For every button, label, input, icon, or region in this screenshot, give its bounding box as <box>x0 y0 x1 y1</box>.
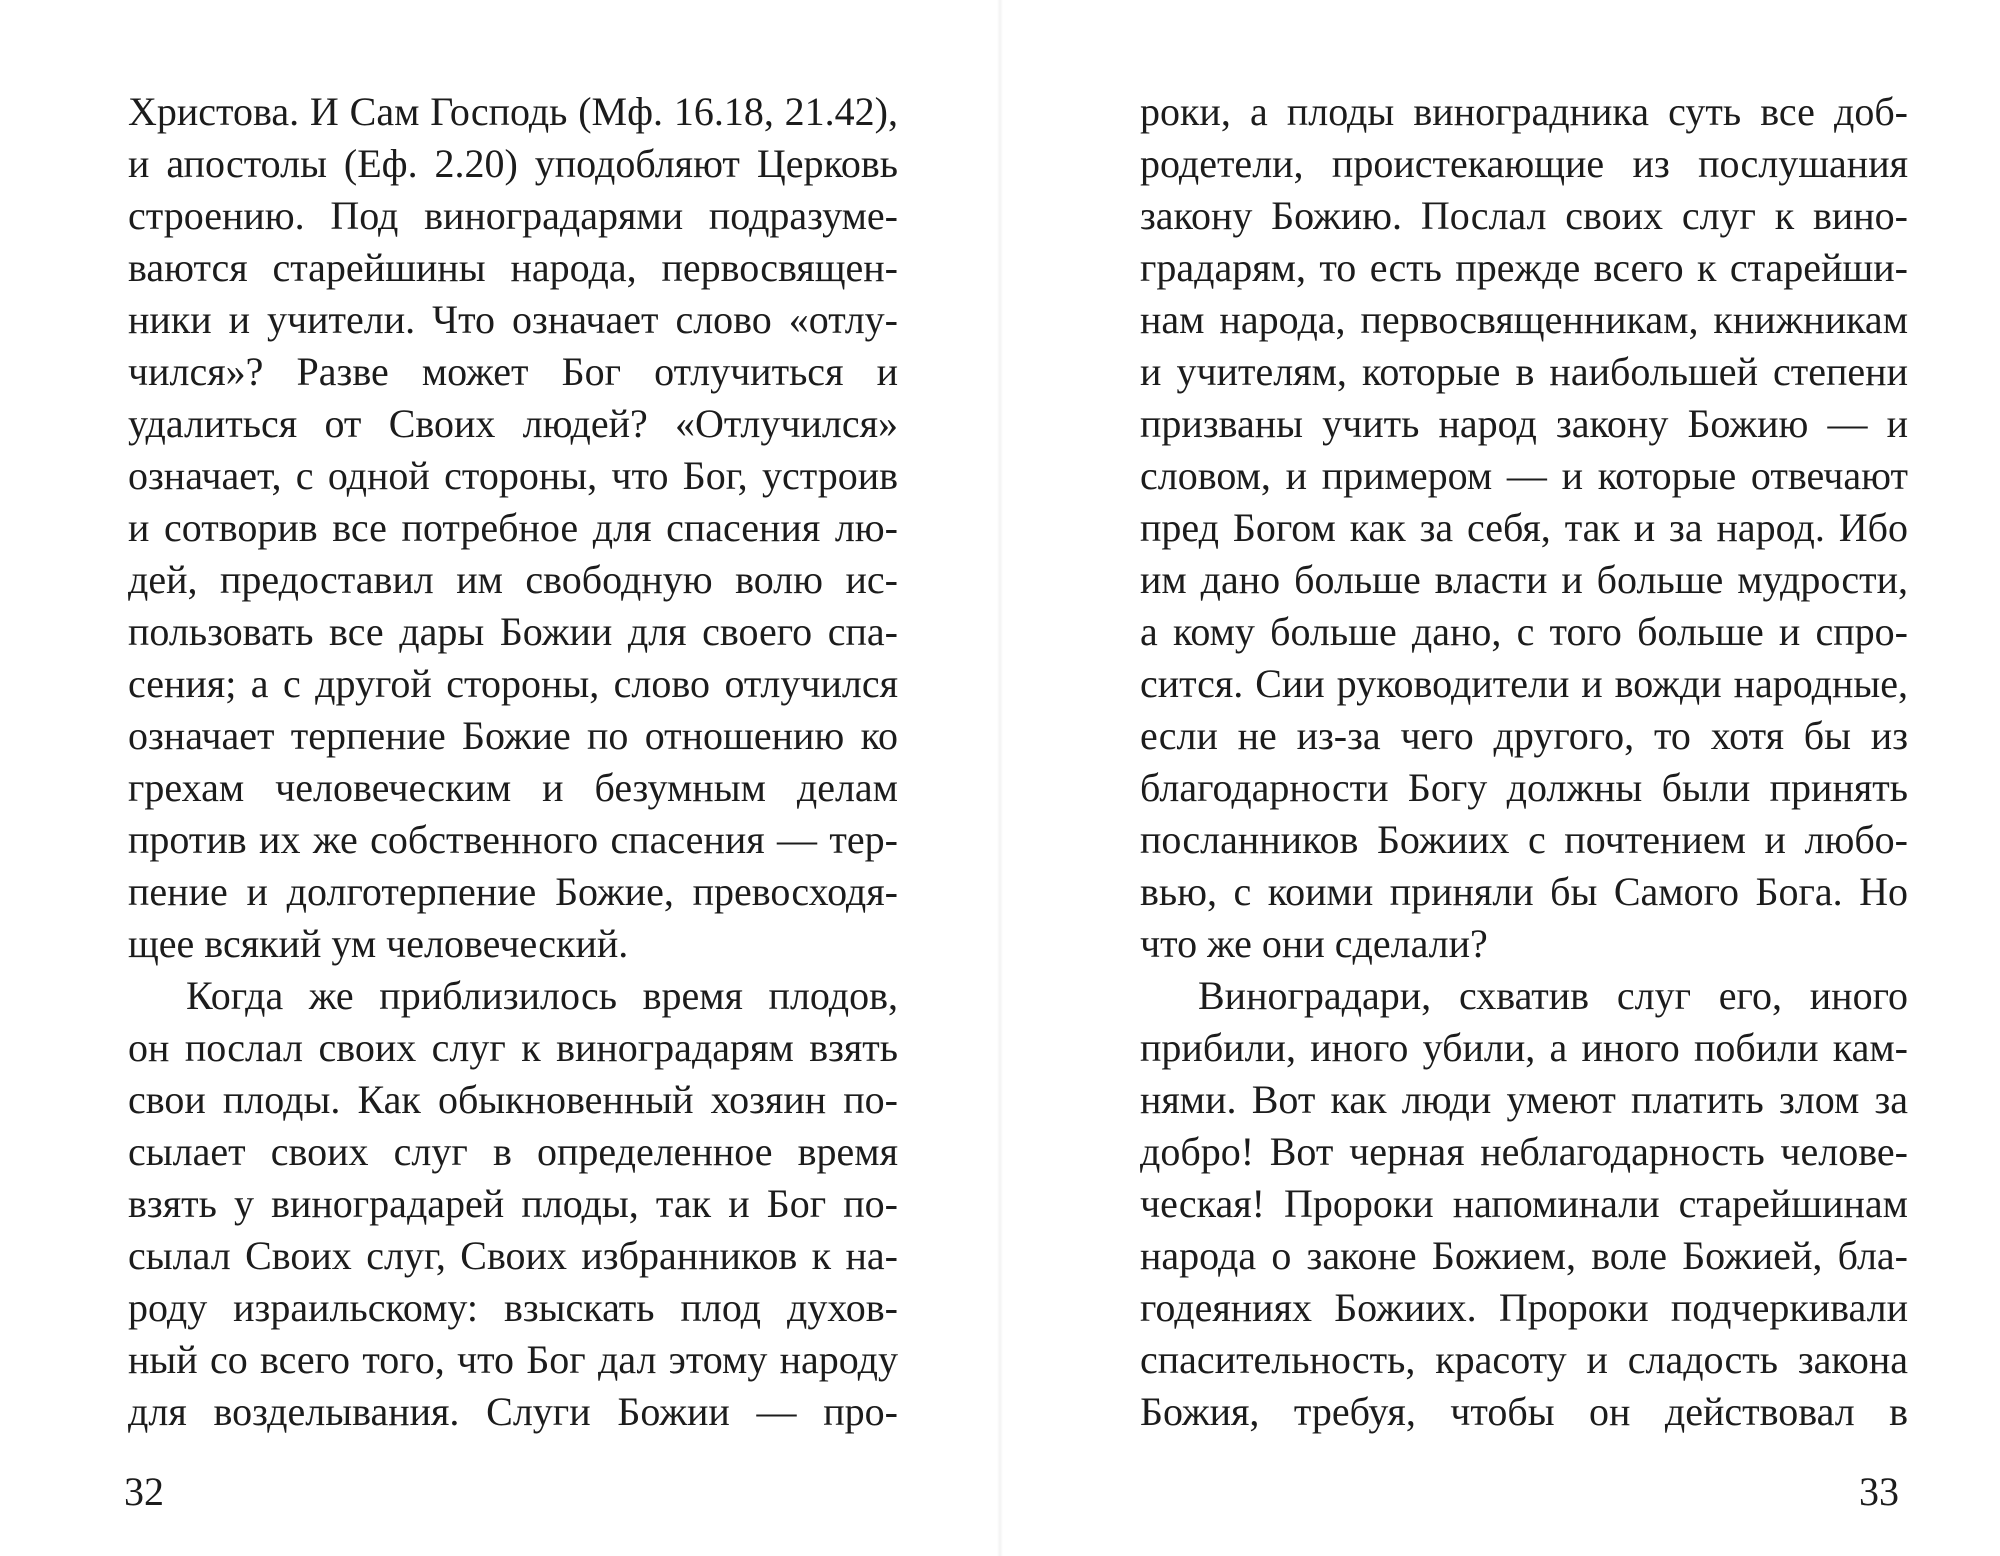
text-line: пение и долготерпение Божие, превосходя- <box>128 869 898 914</box>
text-line: и сотворив все потребное для спасения лю- <box>128 505 898 550</box>
text-line: чился»? Разве может Бог отлучиться и <box>128 349 898 394</box>
text-line: щее всякий ум человеческий. <box>128 921 629 966</box>
text-line: сылал Своих слуг, Своих избранников к на- <box>128 1233 898 1278</box>
text-line: благодарности Богу должны были принять <box>1140 765 1908 810</box>
text-line: Божия, требуя, чтобы он действовал в <box>1140 1389 1908 1434</box>
text-line: что же они сделали? <box>1140 921 1488 966</box>
text-line: нями. Вот как люди умеют платить злом за <box>1140 1077 1908 1122</box>
text-line: пред Богом как за себя, так и за народ. Ибо <box>1140 505 1908 550</box>
text-line: он послал своих слуг к виноградарям взять <box>128 1025 898 1070</box>
text-line: роки, а плоды виноградника суть все доб- <box>1140 89 1908 134</box>
paragraph-first-line: Когда же приблизилось время плодов, <box>186 973 898 1018</box>
text-line: спасительность, красоту и сладость закона <box>1140 1337 1908 1382</box>
text-line: посланников Божиих с почтением и любо- <box>1140 817 1908 862</box>
text-line: им дано больше власти и больше мудрости, <box>1140 557 1908 602</box>
text-line: означает, с одной стороны, что Бог, устроив <box>128 453 898 498</box>
paragraph-first-line: Виноградари, схватив слуг его, иного <box>1198 973 1908 1018</box>
text-line: пользовать все дары Божии для своего спа- <box>128 609 898 654</box>
text-line: нам народа, первосвященникам, книжникам <box>1140 297 1908 342</box>
text-line: ческая! Пророки напоминали старейшинам <box>1140 1181 1908 1226</box>
right-page <box>1000 0 2000 1556</box>
text-line: народа о законе Божием, воле Божией, бла- <box>1140 1233 1908 1278</box>
text-line: против их же собственного спасения — тер- <box>128 817 898 862</box>
text-line: прибили, иного убили, а иного побили кам- <box>1140 1025 1908 1070</box>
text-line: грехам человеческим и безумным делам <box>128 765 898 810</box>
text-line: добро! Вот черная неблагодарность челове- <box>1140 1129 1908 1174</box>
text-line: и апостолы (Еф. 2.20) уподобляют Церковь <box>128 141 898 186</box>
text-line: а кому больше дано, с того больше и спро- <box>1140 609 1908 654</box>
page-number-right: 33 <box>1859 1469 1899 1514</box>
text-line: вью, с коими приняли бы Самого Бога. Но <box>1140 869 1908 914</box>
page-number-left: 32 <box>124 1469 164 1514</box>
text-line: градарям, то есть прежде всего к старейши- <box>1140 245 1908 290</box>
text-line: сения; а с другой стороны, слово отлучился <box>128 661 898 706</box>
text-line: ный со всего того, что Бог дал этому народу <box>128 1337 898 1382</box>
text-line: родетели, проистекающие из послушания <box>1140 141 1908 186</box>
text-line: роду израильскому: взыскать плод духов- <box>128 1285 898 1330</box>
text-line: означает терпение Божие по отношению ко <box>128 713 898 758</box>
text-line: если не из-за чего другого, то хотя бы из <box>1140 713 1908 758</box>
text-line: дей, предоставил им свободную волю ис- <box>128 557 898 602</box>
text-line: словом, и примером — и которые отвечают <box>1140 453 1908 498</box>
text-line: и учителям, которые в наибольшей степени <box>1140 349 1908 394</box>
text-line: Христова. И Сам Господь (Мф. 16.18, 21.42), <box>128 89 898 134</box>
text-line: сылает своих слуг в определенное время <box>128 1129 898 1174</box>
text-line: удалиться от Своих людей? «Отлучился» <box>128 401 898 446</box>
text-line: взять у виноградарей плоды, так и Бог по- <box>128 1181 898 1226</box>
text-line: годеяниях Божиих. Пророки подчеркивали <box>1140 1285 1908 1330</box>
text-line: ваются старейшины народа, первосвящен- <box>128 245 898 290</box>
text-line: для возделывания. Слуги Божии — про- <box>128 1389 898 1434</box>
text-line: строению. Под виноградарями подразуме- <box>128 193 898 238</box>
text-line: закону Божию. Послал своих слуг к вино- <box>1140 193 1908 238</box>
text-line: свои плоды. Как обыкновенный хозяин по- <box>128 1077 898 1122</box>
text-line: сится. Сии руководители и вожди народные, <box>1140 661 1908 706</box>
text-line: ники и учители. Что означает слово «отлу- <box>128 297 898 342</box>
text-line: призваны учить народ закону Божию — и <box>1140 401 1908 446</box>
